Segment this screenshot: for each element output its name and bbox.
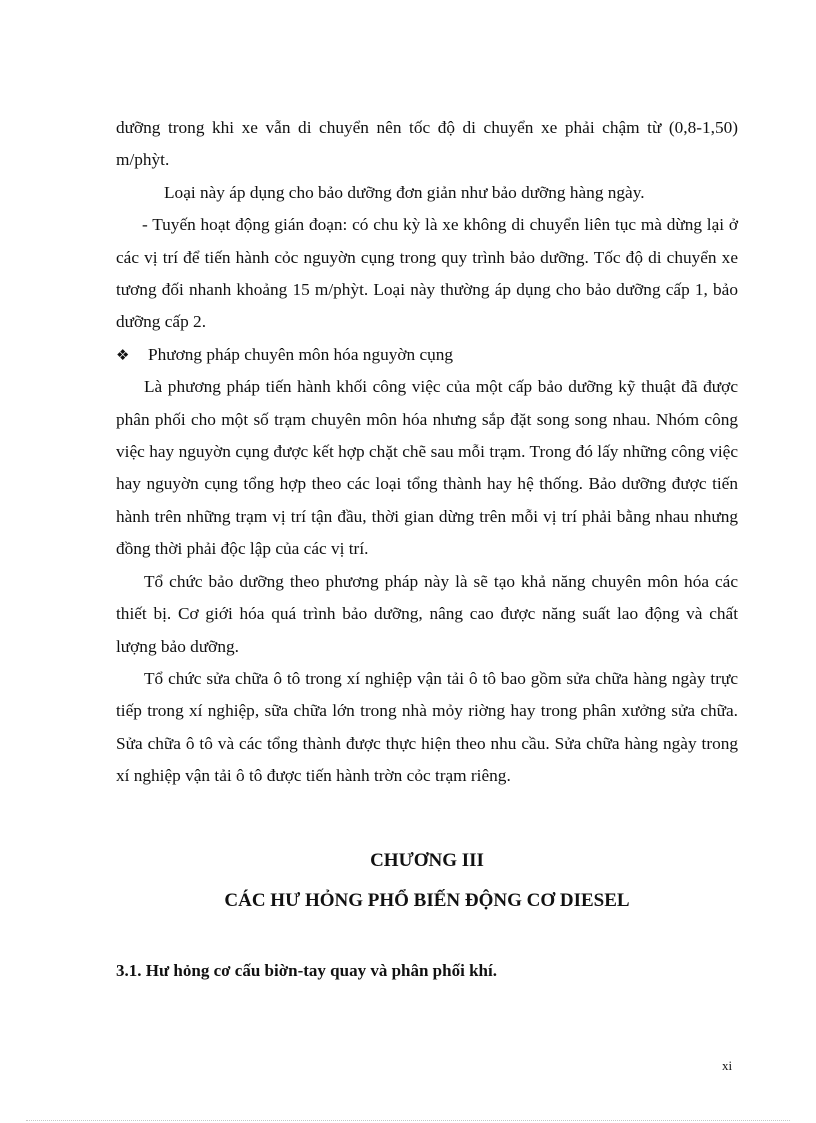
paragraph-intermittent-line: - Tuyến hoạt động gián đoạn: có chu kỳ là xe không di chuyển liên tục mà dừng lại ở các vị trí để tiến hành cỏc nguyờn cụng trong quy trình bảo dưỡng. Tốc độ di chuyển xe tương đối nhanh khoảng 15 m/phỳt. Loại này thường áp dụng cho bảo dưỡng cấp 1, bảo dưỡng cấp 2. [116,215,738,332]
paragraph-daily-maintenance: Loại này áp dụng cho bảo dưỡng đơn giản như bảo dưỡng hàng ngày. [164,182,645,202]
paragraph-continuation: dưỡng trong khi xe vẫn di chuyển nên tốc độ di chuyển xe phải chậm từ (0,8-1,50) m/phỳt. [116,118,738,170]
bullet-heading [116,339,738,371]
chapter-subtitle: CÁC HƯ HỎNG PHỔ BIẾN ĐỘNG CƠ DIESEL [224,890,630,911]
paragraph-specialization-method: Là phương pháp tiến hành khối công việc của một cấp bảo dưỡng kỹ thuật đã được phân phối cho một số trạm chuyên môn hóa nhưng sắp đặt song song nhau. Nhóm công việc hay nguyờn cụng được kết hợp chặt chẽ sau mỗi trạm. Trong đó lấy những công việc hay nguyờn cụng tổng hợp theo các loại tổng thành hay hệ thống. Bảo dưỡng được tiến hành trên những trạm vị trí tận đầu, thời gian dừng trên mỗi vị trí phải bằng nhau nhưng đồng thời phải độc lập của các vị trí. [116,377,738,559]
section-heading: 3.1. Hư hỏng cơ cấu biờn-tay quay và phân phối khí. [116,961,497,980]
paragraph-repair-organization: Tổ chức sửa chữa ô tô trong xí nghiệp vận tải ô tô bao gồm sửa chữa hàng ngày trực tiếp trong xí nghiệp, sữa chữa lớn trong nhà mỏy riờng hay trong phân xưởng sửa chữa. Sửa chữa ô tô và các tổng thành được thực hiện theo nhu cầu. Sửa chữa hàng ngày trong xí nghiệp vận tải ô tô được tiến hành trờn cỏc trạm riêng. [116,668,738,786]
page-bottom-divider [26,1120,790,1121]
paragraph-maintenance-organization: Tổ chức bảo dưỡng theo phương pháp này là sẽ tạo khả năng chuyên môn hóa các thiết bị. Cơ giới hóa quá trình bảo dưỡng, nâng cao được năng suất lao động và chất lượng bảo dưỡng. [116,571,738,656]
body-text [116,112,738,793]
page-number: xi [722,1058,733,1073]
bullet-heading-text: Phương pháp chuyên môn hóa nguyờn cụng [148,344,454,364]
chapter-title: CHƯƠNG III [370,850,484,871]
four-diamond-bullet-icon: ❖ [116,345,130,364]
